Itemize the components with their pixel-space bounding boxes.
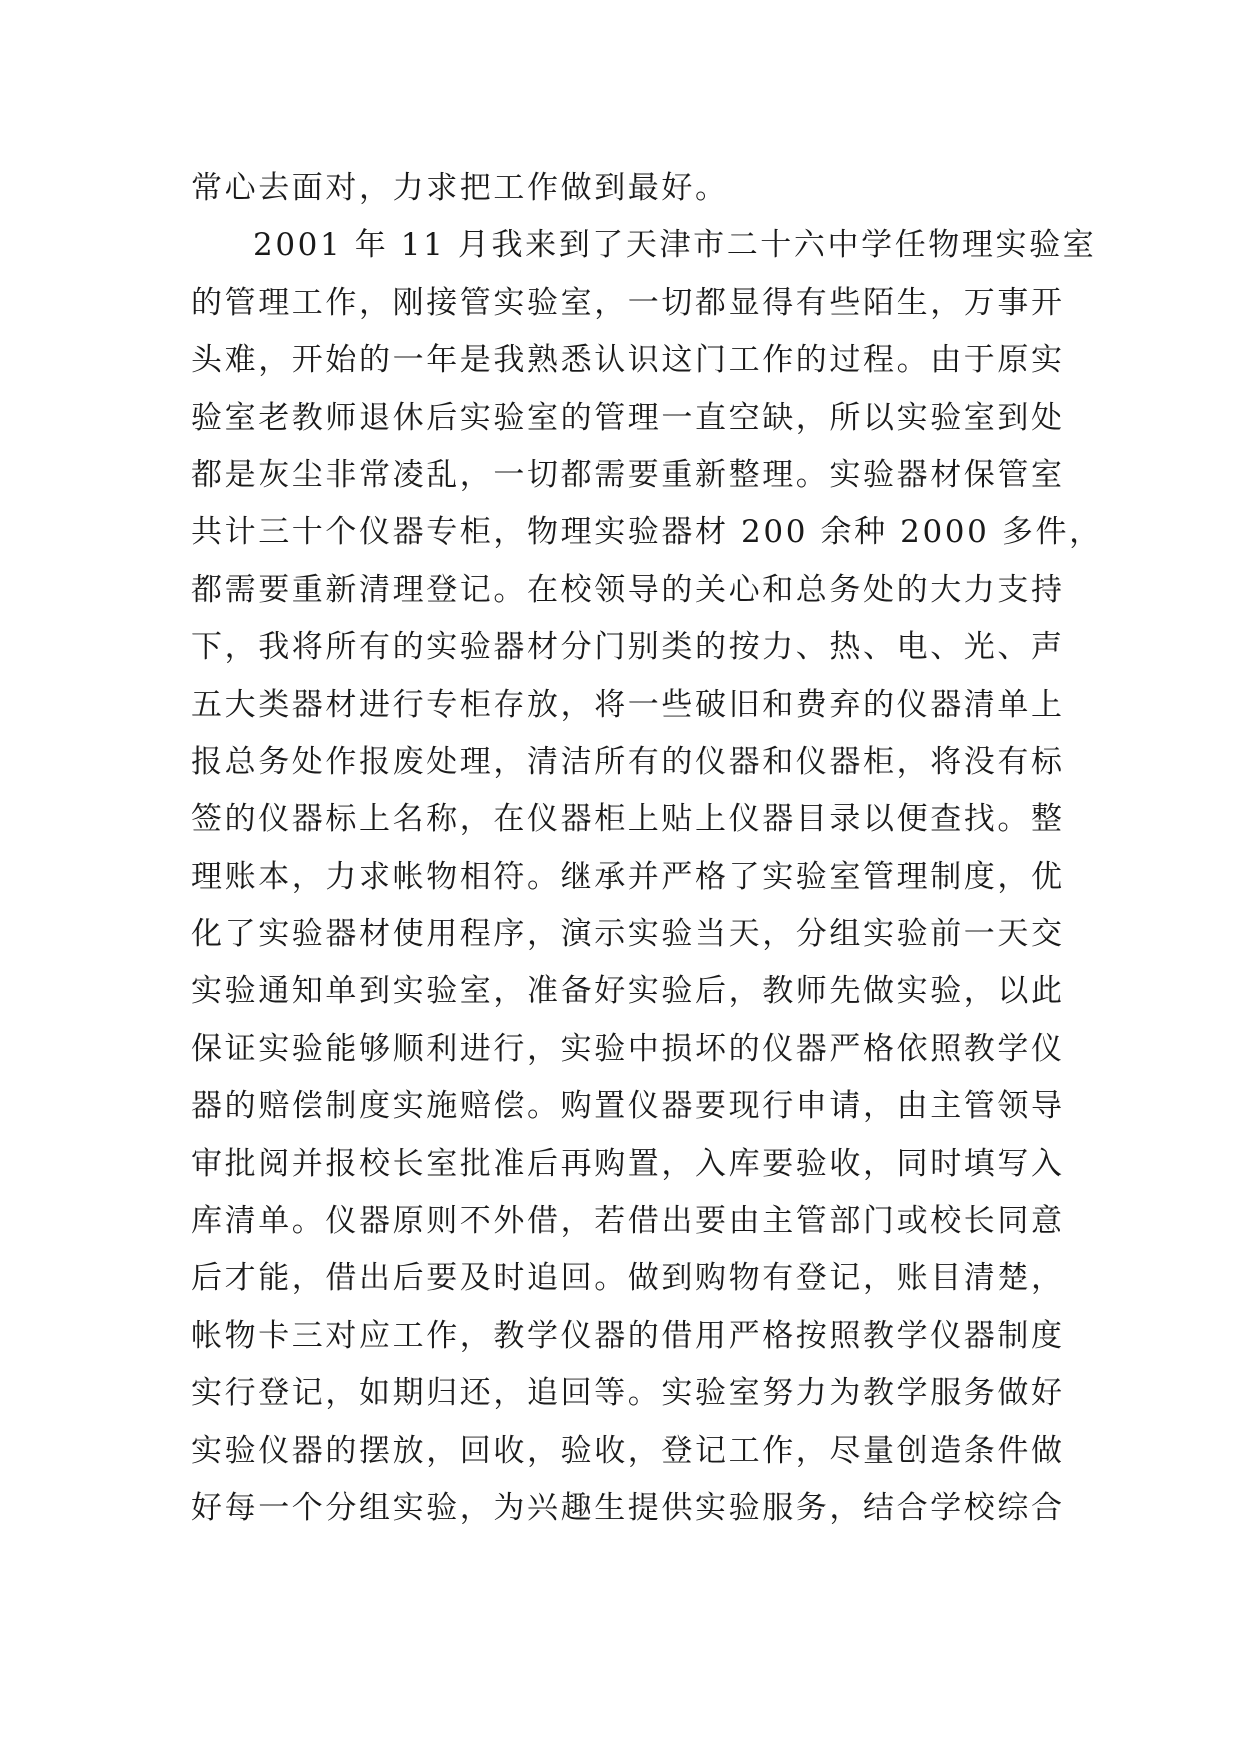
text-line: 实验仪器的摆放，回收，验收，登记工作，尽量创造条件做 <box>191 1432 1065 1469</box>
text-line: 报总务处作报废处理，清洁所有的仪器和仪器柜，将没有标 <box>191 743 1065 780</box>
text-line: 后才能，借出后要及时追回。做到购物有登记，账目清楚， <box>191 1260 1065 1297</box>
text-line: 实验通知单到实验室，准备好实验后，教师先做实验，以此 <box>191 973 1065 1010</box>
text-line: 审批阅并报校长室批准后再购置，入库要验收，同时填写入 <box>191 1145 1065 1182</box>
text-line: 都是灰尘非常凌乱，一切都需要重新整理。实验器材保管室 <box>191 456 1065 493</box>
text-line: 化了实验器材使用程序，演示实验当天，分组实验前一天交 <box>191 916 1065 953</box>
text-line: 都需要重新清理登记。在校领导的关心和总务处的大力支持 <box>191 571 1065 608</box>
text-line: 实行登记，如期归还，追回等。实验室努力为教学服务做好 <box>191 1375 1065 1412</box>
text-line: 库清单。仪器原则不外借，若借出要由主管部门或校长同意 <box>191 1203 1065 1240</box>
text-line: 五大类器材进行专柜存放，将一些破旧和费弃的仪器清单上 <box>191 686 1065 723</box>
text-line: 器的赔偿制度实施赔偿。购置仪器要现行申请，由主管领导 <box>191 1088 1065 1125</box>
text-line: 好每一个分组实验，为兴趣生提供实验服务，结合学校综合 <box>191 1489 1065 1526</box>
paragraph-first-line: 2001 年 11 月我来到了天津市二十六中学任物理实验室 <box>253 227 1097 264</box>
text-line: 共计三十个仪器专柜，物理实验器材 200 余种 2000 多件， <box>191 514 1103 551</box>
body-text <box>191 160 1103 1537</box>
text-line: 理账本，力求帐物相符。继承并严格了实验室管理制度，优 <box>191 858 1065 895</box>
text-line: 头难，开始的一年是我熟悉认识这门工作的过程。由于原实 <box>191 342 1065 379</box>
text-line: 签的仪器标上名称，在仪器柜上贴上仪器目录以便查找。整 <box>191 801 1065 838</box>
text-line: 帐物卡三对应工作，教学仪器的借用严格按照教学仪器制度 <box>191 1317 1065 1354</box>
text-line: 验室老教师退休后实验室的管理一直空缺，所以实验室到处 <box>191 399 1065 436</box>
text-line: 保证实验能够顺利进行，实验中损坏的仪器严格依照教学仪 <box>191 1030 1065 1067</box>
text-line: 常心去面对，力求把工作做到最好。 <box>191 170 729 206</box>
text-line: 的管理工作，刚接管实验室，一切都显得有些陌生，万事开 <box>191 284 1065 321</box>
text-line: 下，我将所有的实验器材分门别类的按力、热、电、光、声 <box>191 629 1065 666</box>
